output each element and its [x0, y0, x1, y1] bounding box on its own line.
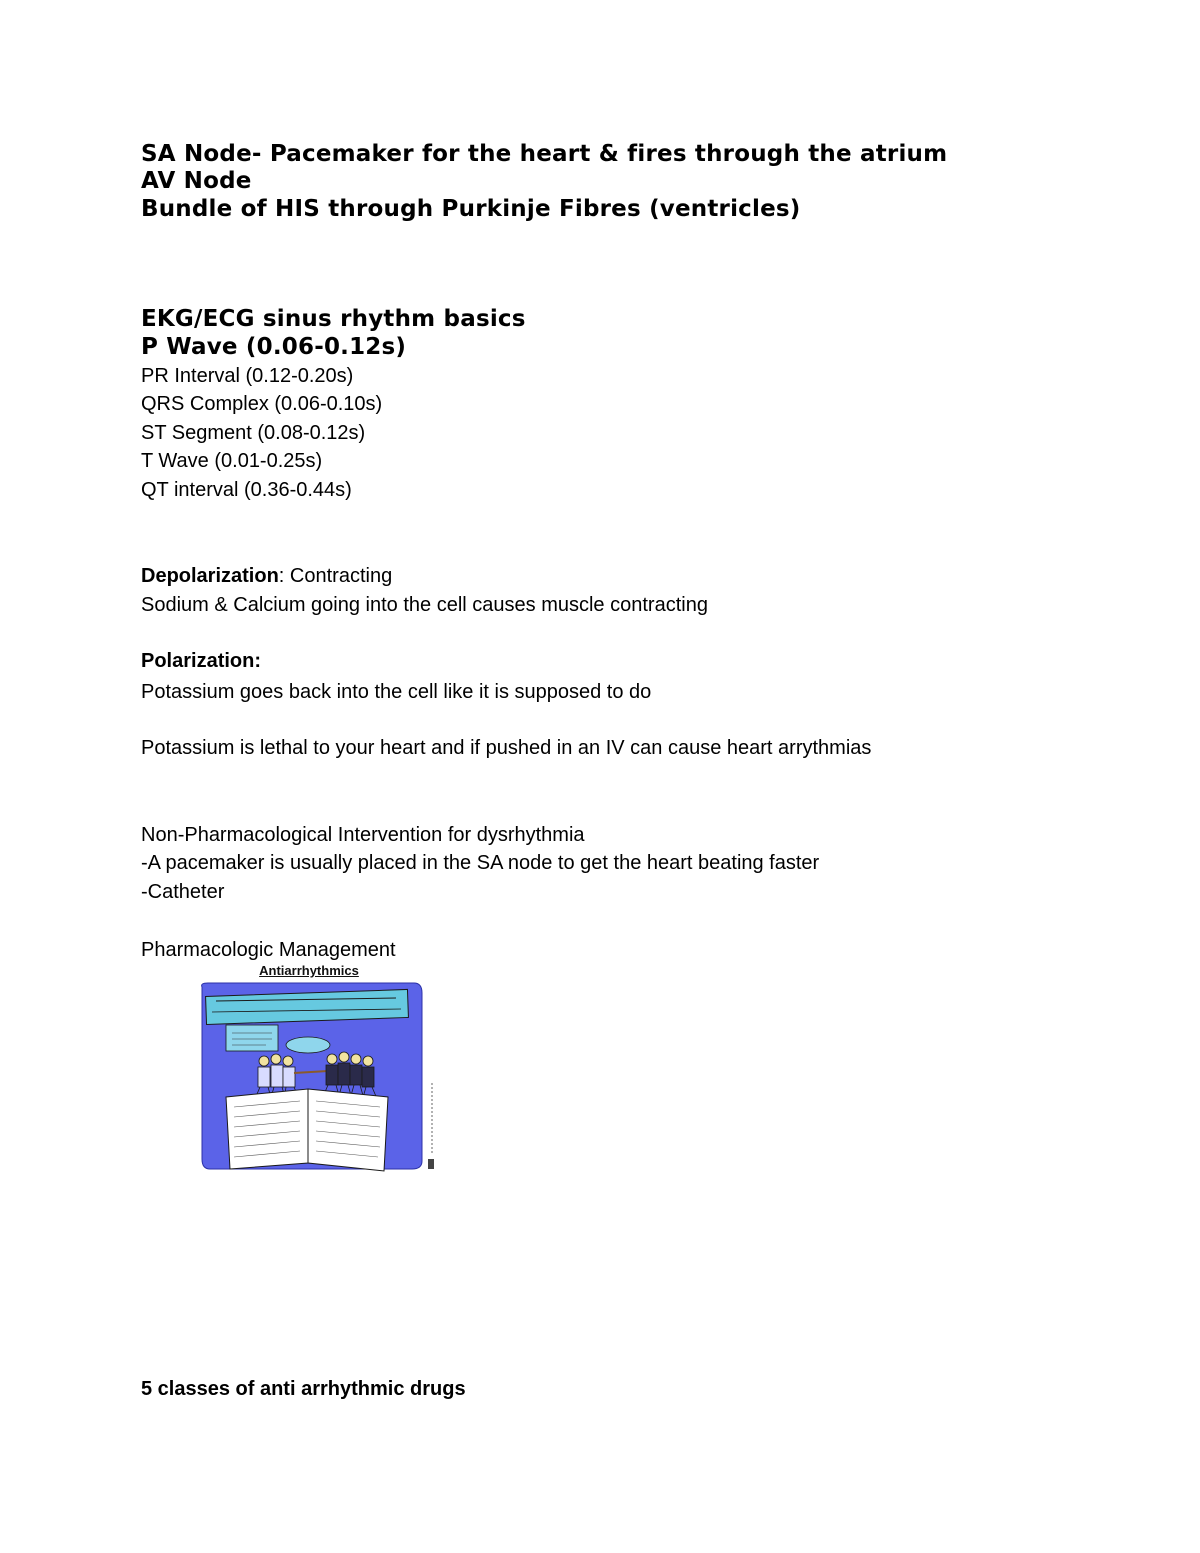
depolarization-term: Depolarization — [141, 565, 279, 587]
ekg-heading: EKG/ECG sinus rhythm basics — [141, 306, 526, 332]
ekg-item-pr: PR Interval (0.12-0.20s) — [141, 365, 354, 387]
av-node-line: AV Node — [141, 168, 252, 194]
ekg-item-st: ST Segment (0.08-0.12s) — [141, 422, 366, 444]
non-pharm-item-pacemaker: -A pacemaker is usually placed in the SA node to get the heart beating faster — [141, 852, 820, 874]
sa-node-line: SA Node- Pacemaker for the heart & fires through the atrium — [141, 141, 948, 167]
classes-heading: 5 classes of anti arrhythmic drugs — [141, 1378, 466, 1400]
bundle-his-line: Bundle of HIS through Purkinje Fibres (ventricles) — [141, 196, 801, 222]
p-wave-line: P Wave (0.06-0.12s) — [141, 334, 407, 360]
polarization-line — [141, 650, 261, 673]
non-pharm-item-catheter: -Catheter — [141, 881, 225, 903]
polarization-colon: : — [254, 650, 262, 672]
polarization-term: Polarization — [141, 650, 255, 672]
depolarization-definition: : Contracting — [278, 565, 393, 587]
potassium-warning: Potassium is lethal to your heart and if pushed in an IV can cause heart arrythmias — [141, 737, 872, 759]
antiarrhythmics-cartoon-figure — [196, 963, 446, 1178]
polarization-detail: Potassium goes back into the cell like it is supposed to do — [141, 681, 652, 703]
cartoon-illustration — [196, 963, 446, 1178]
pharm-heading: Pharmacologic Management — [141, 939, 396, 961]
ekg-item-qt: QT interval (0.36-0.44s) — [141, 479, 352, 501]
figure-title: Antiarrhythmics — [259, 963, 359, 978]
depolarization-line — [141, 565, 392, 588]
non-pharm-heading: Non-Pharmacological Intervention for dysrhythmia — [141, 824, 585, 846]
ekg-item-t: T Wave (0.01-0.25s) — [141, 450, 323, 472]
depolarization-detail: Sodium & Calcium going into the cell causes muscle contracting — [141, 594, 708, 616]
ekg-item-qrs: QRS Complex (0.06-0.10s) — [141, 393, 383, 415]
